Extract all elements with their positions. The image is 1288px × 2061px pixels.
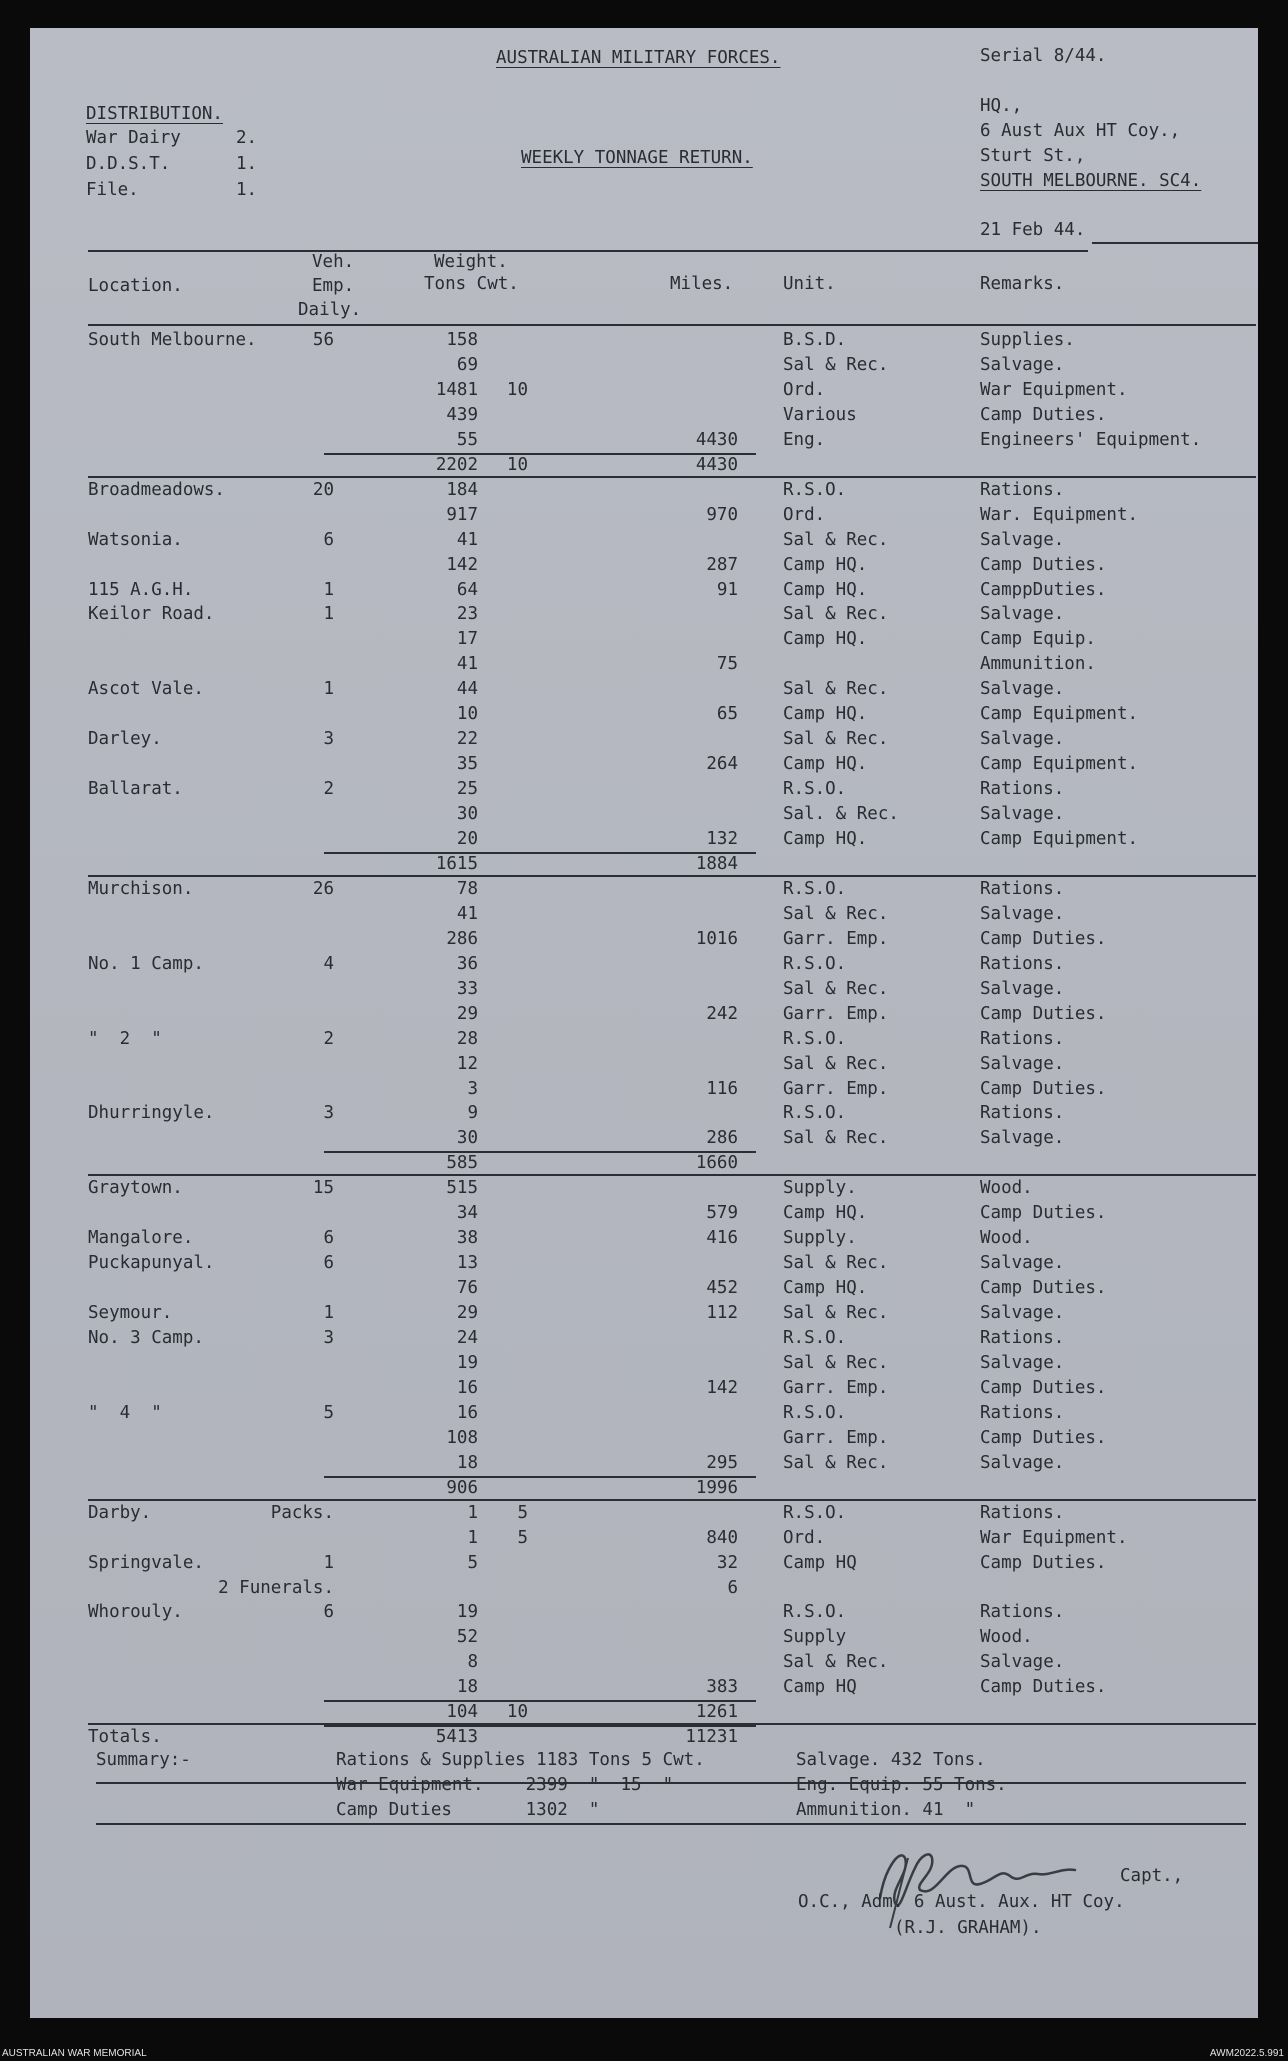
miles-cell: 264 [706, 754, 738, 775]
miles-cell: 142 [706, 1377, 738, 1398]
miles-cell: 840 [706, 1527, 738, 1548]
location-cell: " 4 " [88, 1402, 162, 1423]
summary-line: Ammunition. 41 " [796, 1800, 976, 1820]
remarks-cell: Salvage. [980, 1253, 1065, 1274]
cwt-cell: 5 [517, 1527, 528, 1548]
column-location: Location. [88, 276, 183, 296]
vehicles-cell: 3 [323, 729, 334, 750]
vehicles-cell: 1 [323, 1552, 334, 1573]
vehicles-cell: 3 [323, 1328, 334, 1348]
unit-cell: Garr. Emp. [783, 1377, 889, 1398]
location-cell: Graytown. [88, 1178, 183, 1199]
location-cell: Dhurringyle. [88, 1103, 215, 1124]
location-cell: Darby. [88, 1502, 152, 1523]
signatory-title: O.C., Adm. 6 Aust. Aux. HT Coy. [798, 1892, 1125, 1912]
distribution-name: File. [86, 180, 139, 200]
vehicles-cell: 2 Funerals. [218, 1577, 334, 1598]
remarks-cell: Salvage. [980, 1452, 1065, 1473]
archive-credit: AUSTRALIAN WAR MEMORIAL [2, 2048, 147, 2059]
serial-number: Serial 8/44. [980, 46, 1107, 66]
tons-cell: 33 [456, 978, 478, 999]
remarks-cell: Rations. [980, 1502, 1065, 1523]
vehicles-cell: 1 [323, 1303, 334, 1324]
unit-cell: Sal & Rec. [783, 604, 889, 625]
subtotal-rule [324, 1725, 756, 1727]
tons-cell: 34 [456, 1203, 478, 1224]
miles-cell: 295 [706, 1452, 738, 1473]
tons-cell: 25 [456, 779, 478, 800]
location-cell: Broadmeadows. [88, 479, 225, 500]
totals-top-rule [96, 1723, 1246, 1725]
location-cell: Totals. [88, 1727, 162, 1748]
remarks-cell: Camp Duties. [980, 1078, 1107, 1099]
unit-cell: Camp HQ. [783, 554, 868, 575]
remarks-cell: Rations. [980, 779, 1065, 800]
address-line: Sturt St., [980, 146, 1086, 166]
remarks-cell: Salvage. [980, 604, 1065, 625]
tons-cell: 76 [456, 1278, 478, 1299]
remarks-cell: Rations. [980, 1328, 1065, 1348]
remarks-cell: Salvage. [980, 1128, 1065, 1149]
miles-cell: 286 [706, 1128, 738, 1149]
unit-cell: B.S.D. [783, 330, 847, 350]
tons-cell: 19 [456, 1352, 478, 1373]
unit-cell: Camp HQ. [783, 1278, 868, 1299]
distribution-name: War Dairy [86, 128, 181, 148]
location-cell: Watsonia. [88, 529, 183, 550]
tons-cell: 108 [446, 1427, 478, 1448]
tons-cell: 16 [456, 1402, 478, 1423]
tons-cell: 18 [456, 1677, 478, 1698]
unit-cell: R.S.O. [783, 1602, 847, 1623]
column-unit: Unit. [783, 274, 836, 294]
tons-cell: 44 [456, 679, 478, 700]
tons-cell: 19 [456, 1602, 478, 1623]
vehicles-cell: 56 [312, 330, 334, 350]
summary-line: Camp Duties 1302 " [336, 1800, 600, 1820]
remarks-cell: Salvage. [980, 903, 1065, 924]
unit-cell: Camp HQ. [783, 704, 868, 725]
miles-cell: 32 [716, 1552, 738, 1573]
unit-cell: R.S.O. [783, 779, 847, 800]
signatory-name: (R.J. GRAHAM). [894, 1918, 1042, 1938]
report-subtitle: WEEKLY TONNAGE RETURN. [521, 148, 753, 168]
miles-cell: 242 [706, 1003, 738, 1024]
tons-cell: 41 [456, 654, 478, 675]
remarks-cell: Camp Duties. [980, 1677, 1107, 1698]
summary-line: War Equipment. 2399 " 15 " [336, 1775, 674, 1795]
tons-cell: 286 [446, 928, 478, 949]
tons-cell: 5413 [435, 1727, 478, 1748]
tons-cell: 55 [456, 429, 478, 450]
vehicles-cell: 5 [323, 1402, 334, 1423]
remarks-cell: War. Equipment. [980, 504, 1139, 525]
remarks-cell: Camp Duties. [980, 1003, 1107, 1024]
address-line: 6 Aust Aux HT Coy., [980, 121, 1181, 141]
unit-cell: R.S.O. [783, 1402, 847, 1423]
column-veh-line: Daily. [298, 300, 362, 320]
remarks-cell: Rations. [980, 1103, 1065, 1124]
column-veh-line: Veh. [312, 252, 355, 272]
unit-cell: Garr. Emp. [783, 1427, 889, 1448]
tons-cell: 2202 [435, 454, 478, 475]
tons-cell: 104 [446, 1702, 478, 1723]
remarks-cell: Salvage. [980, 804, 1065, 825]
summary-line: Eng. Equip. 55 Tons. [796, 1775, 1007, 1795]
remarks-cell: Salvage. [980, 1303, 1065, 1324]
subtotal-rule [324, 1151, 756, 1153]
miles-cell: 1261 [695, 1702, 738, 1723]
column-miles: Miles. [670, 274, 734, 294]
remarks-cell: Rations. [980, 953, 1065, 974]
distribution-qty: 1. [236, 180, 258, 200]
tons-cell: 158 [446, 330, 478, 350]
unit-cell: Sal & Rec. [783, 978, 889, 999]
tons-cell: 30 [456, 1128, 478, 1149]
location-cell: Mangalore. [88, 1228, 194, 1249]
location-cell: Whorouly. [88, 1602, 183, 1623]
location-cell: " 2 " [88, 1028, 162, 1049]
remarks-cell: Rations. [980, 878, 1065, 899]
unit-cell: Sal & Rec. [783, 903, 889, 924]
remarks-cell: Salvage. [980, 354, 1065, 375]
remarks-cell: Camp Equip. [980, 629, 1096, 650]
miles-cell: 132 [706, 829, 738, 849]
tons-cell: 20 [456, 829, 478, 849]
tons-cell: 29 [456, 1003, 478, 1024]
location-cell: Ballarat. [88, 779, 183, 800]
miles-cell: 4430 [695, 429, 738, 450]
remarks-cell: Ammunition. [980, 654, 1096, 675]
miles-cell: 970 [706, 504, 738, 525]
tons-cell: 41 [456, 529, 478, 550]
section-rule [88, 476, 1256, 478]
column-remarks: Remarks. [980, 274, 1065, 294]
header-rule [1092, 242, 1258, 244]
document-page [30, 28, 1258, 2018]
unit-cell: Garr. Emp. [783, 1003, 889, 1024]
miles-cell: 1996 [695, 1477, 738, 1498]
header-rule [88, 250, 1088, 252]
tons-cell: 18 [456, 1452, 478, 1473]
subtotal-rule [324, 1476, 756, 1478]
location-cell: Puckapunyal. [88, 1253, 215, 1274]
column-weight-line: Weight. [434, 252, 508, 272]
tons-cell: 10 [456, 704, 478, 725]
vehicles-cell: 6 [323, 1228, 334, 1249]
column-weight-line: Tons Cwt. [424, 274, 519, 294]
miles-cell: 579 [706, 1203, 738, 1224]
tons-cell: 64 [456, 579, 478, 600]
tons-cell: 1 [467, 1502, 478, 1523]
remarks-cell: Camp Duties. [980, 928, 1107, 949]
distribution-qty: 1. [236, 154, 258, 174]
unit-cell: Garr. Emp. [783, 928, 889, 949]
remarks-cell: Camp Equipment. [980, 754, 1139, 775]
summary-label: Summary:- [96, 1750, 191, 1770]
unit-cell: R.S.O. [783, 1328, 847, 1348]
address-line: SOUTH MELBOURNE. SC4. [980, 171, 1202, 191]
miles-cell: 75 [716, 654, 738, 675]
tons-cell: 585 [446, 1153, 478, 1174]
remarks-cell: Salvage. [980, 679, 1065, 700]
unit-cell: Sal & Rec. [783, 679, 889, 700]
unit-cell: Garr. Emp. [783, 1078, 889, 1099]
remarks-cell: Wood. [980, 1228, 1033, 1249]
cwt-cell: 10 [506, 379, 528, 400]
vehicles-cell: 3 [323, 1103, 334, 1124]
vehicles-cell: 26 [312, 878, 334, 899]
tons-cell: 23 [456, 604, 478, 625]
section-rule [88, 875, 1256, 877]
vehicles-cell: 6 [323, 1253, 334, 1274]
document-title: AUSTRALIAN MILITARY FORCES. [496, 48, 781, 68]
cwt-cell: 10 [506, 454, 528, 475]
unit-cell: Ord. [783, 1527, 826, 1548]
vehicles-cell: 1 [323, 579, 334, 600]
location-cell: No. 1 Camp. [88, 953, 204, 974]
tons-cell: 38 [456, 1228, 478, 1249]
remarks-cell: Salvage. [980, 1352, 1065, 1373]
tons-cell: 12 [456, 1053, 478, 1074]
location-cell: No. 3 Camp. [88, 1328, 204, 1348]
subtotal-rule [324, 852, 756, 854]
tons-cell: 17 [456, 629, 478, 650]
tons-cell: 3 [467, 1078, 478, 1099]
unit-cell: Sal & Rec. [783, 1253, 889, 1274]
remarks-cell: Rations. [980, 1602, 1065, 1623]
remarks-cell: War Equipment. [980, 1527, 1128, 1548]
section-rule [88, 1499, 1256, 1501]
unit-cell: Sal & Rec. [783, 1652, 889, 1673]
remarks-cell: Camp Duties. [980, 1203, 1107, 1224]
document-date: 21 Feb 44. [980, 220, 1086, 240]
unit-cell: Camp HQ. [783, 829, 868, 849]
tons-cell: 917 [446, 504, 478, 525]
unit-cell: Camp HQ. [783, 579, 868, 600]
tons-cell: 16 [456, 1377, 478, 1398]
address-line: HQ., [980, 96, 1023, 116]
remarks-cell: Supplies. [980, 330, 1075, 350]
tons-cell: 52 [456, 1627, 478, 1648]
vehicles-cell: 15 [312, 1178, 334, 1199]
unit-cell: Ord. [783, 379, 826, 400]
remarks-cell: Salvage. [980, 529, 1065, 550]
unit-cell: Camp HQ. [783, 754, 868, 775]
location-cell: Murchison. [88, 878, 194, 899]
remarks-cell: Salvage. [980, 978, 1065, 999]
unit-cell: Supply. [783, 1178, 857, 1199]
unit-cell: Various [783, 404, 857, 425]
vehicles-cell: 2 [323, 1028, 334, 1049]
vehicles-cell: 1 [323, 604, 334, 625]
unit-cell: Sal. & Rec. [783, 804, 899, 825]
tons-cell: 69 [456, 354, 478, 375]
vehicles-cell: 1 [323, 679, 334, 700]
distribution-name: D.D.S.T. [86, 154, 171, 174]
remarks-cell: Rations. [980, 1028, 1065, 1049]
miles-cell: 112 [706, 1303, 738, 1324]
miles-cell: 1660 [695, 1153, 738, 1174]
unit-cell: Supply [783, 1627, 847, 1648]
unit-cell: Sal & Rec. [783, 1352, 889, 1373]
miles-cell: 287 [706, 554, 738, 575]
unit-cell: Supply. [783, 1228, 857, 1249]
remarks-cell: Salvage. [980, 1652, 1065, 1673]
signatory-rank: Capt., [1120, 1866, 1184, 1886]
cwt-cell: 5 [517, 1502, 528, 1523]
unit-cell: Camp HQ [783, 1677, 857, 1698]
location-cell: Keilor Road. [88, 604, 215, 625]
unit-cell: Sal & Rec. [783, 1053, 889, 1074]
summary-line: Rations & Supplies 1183 Tons 5 Cwt. [336, 1750, 705, 1770]
remarks-cell: CamppDuties. [980, 579, 1107, 600]
cwt-cell: 10 [506, 1702, 528, 1723]
tons-cell: 28 [456, 1028, 478, 1049]
vehicles-cell: 2 [323, 779, 334, 800]
remarks-cell: Camp Duties. [980, 1427, 1107, 1448]
location-cell: 115 A.G.H. [88, 579, 194, 600]
vehicles-cell: 6 [323, 1602, 334, 1623]
unit-cell: Sal & Rec. [783, 529, 889, 550]
subtotal-rule [324, 1700, 756, 1702]
vehicles-cell: 4 [323, 953, 334, 974]
tons-cell: 9 [467, 1103, 478, 1124]
vehicles-cell: 20 [312, 479, 334, 500]
miles-cell: 383 [706, 1677, 738, 1698]
tons-cell: 29 [456, 1303, 478, 1324]
tons-cell: 439 [446, 404, 478, 425]
unit-cell: R.S.O. [783, 953, 847, 974]
remarks-cell: Camp Equipment. [980, 829, 1139, 849]
vehicles-cell: Packs. [270, 1502, 334, 1523]
tons-cell: 13 [456, 1253, 478, 1274]
remarks-cell: Camp Equipment. [980, 704, 1139, 725]
remarks-cell: Camp Duties. [980, 1278, 1107, 1299]
header-rule [88, 324, 1256, 326]
tons-cell: 1 [467, 1527, 478, 1548]
summary-line: Salvage. 432 Tons. [796, 1750, 986, 1770]
distribution-heading: DISTRIBUTION. [86, 104, 223, 124]
miles-cell: 1016 [695, 928, 738, 949]
miles-cell: 116 [706, 1078, 738, 1099]
location-cell: Darley. [88, 729, 162, 750]
distribution-qty: 2. [236, 128, 258, 148]
remarks-cell: Salvage. [980, 1053, 1065, 1074]
tons-cell: 5 [467, 1552, 478, 1573]
column-veh-line: Emp. [312, 276, 355, 296]
miles-cell: 6 [727, 1577, 738, 1598]
unit-cell: Eng. [783, 429, 826, 450]
vehicles-cell: 6 [323, 529, 334, 550]
tons-cell: 515 [446, 1178, 478, 1199]
unit-cell: Sal & Rec. [783, 1452, 889, 1473]
tons-cell: 8 [467, 1652, 478, 1673]
remarks-cell: War Equipment. [980, 379, 1128, 400]
unit-cell: Sal & Rec. [783, 1303, 889, 1324]
tons-cell: 35 [456, 754, 478, 775]
unit-cell: R.S.O. [783, 878, 847, 899]
remarks-cell: Rations. [980, 479, 1065, 500]
tons-cell: 78 [456, 878, 478, 899]
subtotal-rule [324, 453, 756, 455]
unit-cell: Sal & Rec. [783, 1128, 889, 1149]
remarks-cell: Salvage. [980, 729, 1065, 750]
miles-cell: 1884 [695, 853, 738, 874]
tons-cell: 1615 [435, 853, 478, 874]
unit-cell: Sal & Rec. [783, 729, 889, 750]
miles-cell: 452 [706, 1278, 738, 1299]
location-cell: Seymour. [88, 1303, 173, 1324]
tons-cell: 22 [456, 729, 478, 750]
remarks-cell: Camp Duties. [980, 1377, 1107, 1398]
unit-cell: R.S.O. [783, 1103, 847, 1124]
remarks-cell: Rations. [980, 1402, 1065, 1423]
unit-cell: Camp HQ. [783, 629, 868, 650]
unit-cell: Camp HQ. [783, 1203, 868, 1224]
remarks-cell: Engineers' Equipment. [980, 429, 1202, 450]
miles-cell: 416 [706, 1228, 738, 1249]
remarks-cell: Wood. [980, 1627, 1033, 1648]
tons-cell: 41 [456, 903, 478, 924]
tons-cell: 142 [446, 554, 478, 575]
location-cell: Ascot Vale. [88, 679, 204, 700]
unit-cell: Ord. [783, 504, 826, 525]
miles-cell: 91 [716, 579, 738, 600]
miles-cell: 4430 [695, 454, 738, 475]
remarks-cell: Wood. [980, 1178, 1033, 1199]
remarks-cell: Camp Duties. [980, 554, 1107, 575]
tons-cell: 36 [456, 953, 478, 974]
unit-cell: R.S.O. [783, 479, 847, 500]
location-cell: South Melbourne. [88, 330, 257, 350]
remarks-cell: Camp Duties. [980, 1552, 1107, 1573]
tons-cell: 906 [446, 1477, 478, 1498]
tons-cell: 24 [456, 1328, 478, 1348]
tons-cell: 30 [456, 804, 478, 825]
remarks-cell: Camp Duties. [980, 404, 1107, 425]
unit-cell: R.S.O. [783, 1028, 847, 1049]
section-rule [88, 1174, 1256, 1176]
unit-cell: Camp HQ [783, 1552, 857, 1573]
tons-cell: 1481 [435, 379, 478, 400]
archive-reference: AWM2022.5.991 [1209, 2048, 1284, 2059]
tons-cell: 184 [446, 479, 478, 500]
summary-rule [96, 1823, 1246, 1825]
miles-cell: 11231 [685, 1727, 738, 1748]
location-cell: Springvale. [88, 1552, 204, 1573]
unit-cell: R.S.O. [783, 1502, 847, 1523]
miles-cell: 65 [716, 704, 738, 725]
unit-cell: Sal & Rec. [783, 354, 889, 375]
